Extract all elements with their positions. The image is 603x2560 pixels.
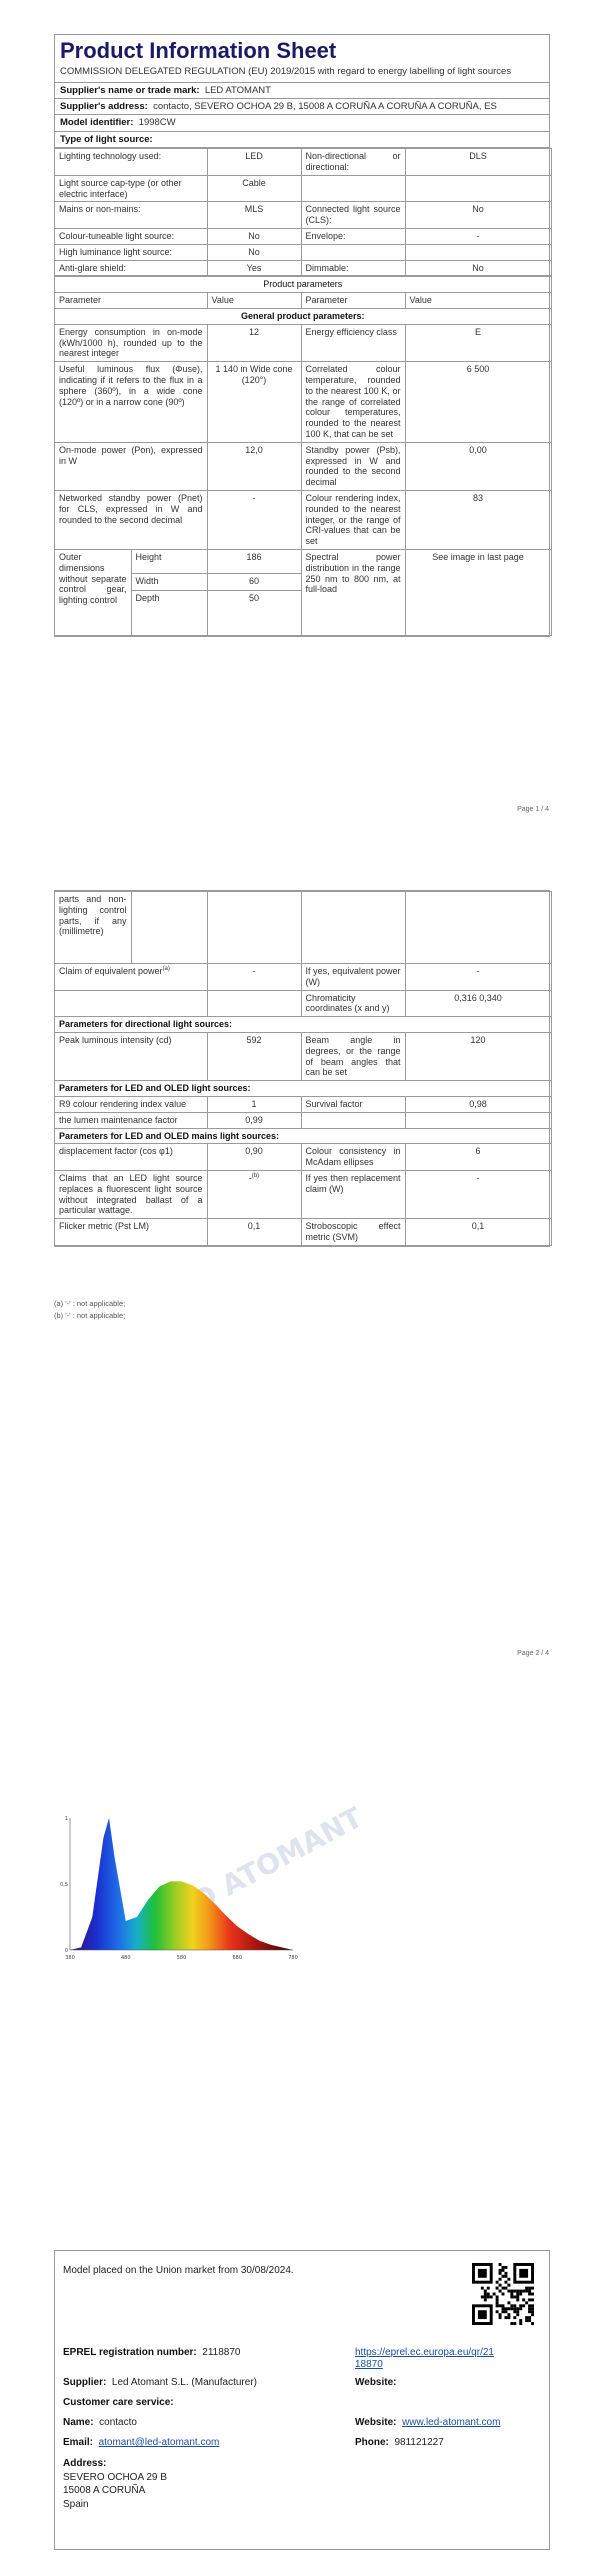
- params-table-continued: [55, 891, 552, 1246]
- col-parameter-2: Parameter: [301, 293, 405, 309]
- model-row: [55, 115, 549, 131]
- x-tick-label: 380: [65, 1955, 75, 1961]
- claims-label: Claims that an LED light source replaces a fluorescent light source without integrated ballast of a particular wattage.: [55, 1170, 207, 1218]
- equiv-power-value: -: [207, 964, 301, 991]
- beam-label: Beam angle in degrees, or the range of beam angles that can be set: [301, 1032, 405, 1080]
- contact-phone: Phone: 981121227: [355, 2437, 444, 2448]
- depth-value: 50: [207, 590, 301, 635]
- replacement-label: If yes then replacement claim (W): [301, 1170, 405, 1218]
- type-param-value: No: [207, 229, 301, 245]
- type-param-value: MLS: [207, 202, 301, 229]
- general-param-label: Energy consumption in on-mode (kWh/1000 h), rounded up to the nearest integer: [55, 324, 207, 361]
- width-label: Width: [131, 573, 207, 590]
- led-title: Parameters for LED and OLED light sources:: [55, 1081, 551, 1097]
- general-param-value-2: 6 500: [405, 362, 551, 443]
- general-table-row: [55, 362, 551, 443]
- general-table-row: [55, 442, 551, 490]
- model-label: Model identifier:: [60, 117, 134, 129]
- lumen-value: 0,99: [207, 1112, 301, 1128]
- footnote-a: (a) '-' : not applicable;: [54, 1299, 126, 1308]
- dimensions-label-continued: parts and non-lighting control parts, if any (millimetre): [55, 892, 131, 964]
- mains-title: Parameters for LED and OLED mains light sources:: [55, 1128, 551, 1144]
- height-label: Height: [131, 549, 207, 573]
- col-parameter: Parameter: [55, 293, 207, 309]
- type-table: [55, 148, 552, 276]
- x-tick-label: 780: [288, 1955, 298, 1961]
- type-param-label: Mains or non-mains:: [55, 202, 207, 229]
- page-title: Product Information Sheet: [60, 38, 337, 63]
- type-param-value-2: No: [405, 260, 551, 276]
- disp-value: 0,90: [207, 1144, 301, 1171]
- beam-value: 120: [405, 1032, 551, 1080]
- claims-value: -$^{(b)}$: [207, 1170, 301, 1218]
- product-params-title: Product parameters: [55, 277, 551, 293]
- general-param-label-2: Correlated colour temperature, rounded to the nearest 100 K, or the range of correlated colour temperatures, rounded to the nearest 100 K, that can be set: [301, 362, 405, 443]
- supplier-name-label: Supplier's name or trade mark:: [60, 84, 200, 96]
- type-param-label-2: [301, 175, 405, 202]
- eprel-reg: EPREL registration number: 2118870: [63, 2347, 241, 2358]
- footnotes: [54, 1298, 125, 1322]
- supplier-address-value: contacto, SEVERO OCHOA 29 B, 15008 A CORUÑA A CORUÑA A CORUÑA, ES: [153, 101, 497, 113]
- eprel-info-box: [54, 2250, 550, 2550]
- customer-care-label: Customer care service:: [63, 2397, 174, 2408]
- page-subtitle: COMMISSION DELEGATED REGULATION (EU) 2019/2015 with regard to energy labelling of light sources: [55, 63, 549, 82]
- contact-website[interactable]: Website: www.led-atomant.com: [355, 2417, 501, 2428]
- equiv-power-label: Claim of equivalent power$^{(a)}$: [55, 964, 207, 991]
- type-param-value-2: [405, 244, 551, 260]
- spectrum-chart: [58, 1800, 368, 1970]
- general-param-label-2: Colour rendering index, rounded to the nearest integer, or the range of CRI-values that can be set: [301, 490, 405, 549]
- supplier-address-row: [55, 99, 549, 115]
- params-table: [55, 276, 552, 636]
- general-table-row: [55, 490, 551, 549]
- x-tick-label: 480: [120, 1955, 131, 1961]
- y-tick-label: 0,5: [60, 1882, 68, 1888]
- general-param-label: Networked standby power (Pnet) for CLS, expressed in W and rounded to the second decimal: [55, 490, 207, 549]
- model-value: 1998CW: [138, 117, 176, 129]
- info-sheet: [54, 34, 550, 637]
- type-param-label: Anti-glare shield:: [55, 260, 207, 276]
- type-table-row: [55, 229, 551, 245]
- disp-label: displacement factor (cos φ1): [55, 1144, 207, 1171]
- contact-name: Name: contacto: [63, 2417, 137, 2428]
- watermark-text: LED ATOMANT: [154, 1800, 368, 1936]
- type-table-row: [55, 260, 551, 276]
- footnote-b: (b) '-' : not applicable;: [54, 1311, 126, 1320]
- general-params-title: General product parameters:: [55, 309, 551, 325]
- type-table-row: [55, 244, 551, 260]
- general-param-value: 12: [207, 324, 301, 361]
- page-3: [0, 1730, 603, 2560]
- height-value: 186: [207, 549, 301, 573]
- peak-label: Peak luminous intensity (cd): [55, 1032, 207, 1080]
- survival-value: 0,98: [405, 1096, 551, 1112]
- directional-title: Parameters for directional light sources:: [55, 1017, 551, 1033]
- type-param-value: LED: [207, 149, 301, 176]
- type-param-value: Cable: [207, 175, 301, 202]
- type-param-label: Lighting technology used:: [55, 149, 207, 176]
- contact-email[interactable]: Email: atomant@led-atomant.com: [63, 2437, 220, 2448]
- flicker-label: Flicker metric (Pst LM): [55, 1219, 207, 1246]
- type-param-label-2: Non-directional or directional:: [301, 149, 405, 176]
- consistency-value: 6: [405, 1144, 551, 1171]
- peak-value: 592: [207, 1032, 301, 1080]
- general-param-value: 12,0: [207, 442, 301, 490]
- consistency-label: Colour consistency in McAdam ellipses: [301, 1144, 405, 1171]
- general-param-value: 1 140 in Wide cone (120°): [207, 362, 301, 443]
- type-param-label-2: Envelope:: [301, 229, 405, 245]
- type-param-label-2: [301, 244, 405, 260]
- type-param-value-2: -: [405, 229, 551, 245]
- type-param-label-2: Connected light source (CLS):: [301, 202, 405, 229]
- type-param-value: Yes: [207, 260, 301, 276]
- type-param-value-2: No: [405, 202, 551, 229]
- dimensions-label: Outer dimensions without separate control gear, lighting control: [55, 549, 131, 635]
- contact-address: Address: SEVERO OCHOA 29 B 15008 A CORUÑA Spain: [63, 2458, 167, 2510]
- strobo-label: Stroboscopic effect metric (SVM): [301, 1219, 405, 1246]
- supplier-address-label: Supplier's address:: [60, 101, 148, 113]
- x-tick-label: 680: [232, 1955, 243, 1961]
- type-param-value-2: [405, 175, 551, 202]
- type-label: Type of light source:: [60, 133, 153, 145]
- supplier-name-value: LED ATOMANT: [204, 84, 271, 96]
- info-sheet-continued: [54, 890, 550, 1247]
- type-param-label: High luminance light source:: [55, 244, 207, 260]
- general-param-value-2: 83: [405, 490, 551, 549]
- chroma-label: Chromaticity coordinates (x and y): [301, 990, 405, 1017]
- website-line: Website:: [355, 2377, 397, 2388]
- general-param-value: -: [207, 490, 301, 549]
- width-value: 60: [207, 573, 301, 590]
- market-date: Model placed on the Union market from 30/08/2024.: [63, 2265, 294, 2276]
- col-value: Value: [207, 293, 301, 309]
- general-param-label: Useful luminous flux (Φuse), indicating if it refers to the flux in a sphere (360º), in a wide cone (120º) or in a narrow cone (90º): [55, 362, 207, 443]
- equiv-yes-label: If yes, equivalent power (W): [301, 964, 405, 991]
- type-param-label: Light source cap-type (or other electric interface): [55, 175, 207, 202]
- general-table-row: [55, 324, 551, 361]
- spd-value: See image in last page: [405, 549, 551, 635]
- strobo-value: 0,1: [405, 1219, 551, 1246]
- page-1: [0, 0, 603, 820]
- general-param-label-2: Energy efficiency class: [301, 324, 405, 361]
- general-param-value-2: 0,00: [405, 442, 551, 490]
- page-number: Page 1 / 4: [517, 806, 549, 813]
- col-value-2: Value: [405, 293, 551, 309]
- depth-label: Depth: [131, 590, 207, 635]
- eprel-link[interactable]: https://eprel.ec.europa.eu/qr/21 18870: [355, 2347, 494, 2370]
- x-tick-label: 580: [176, 1955, 187, 1961]
- r9-label: R9 colour rendering index value: [55, 1096, 207, 1112]
- survival-label: Survival factor: [301, 1096, 405, 1112]
- general-param-label: On-mode power (Pon), expressed in W: [55, 442, 207, 490]
- page-number-2: Page 2 / 4: [517, 1650, 549, 1657]
- replacement-value: -: [405, 1170, 551, 1218]
- y-tick-label: 0: [64, 1948, 68, 1954]
- chroma-value: 0,316 0,340: [405, 990, 551, 1017]
- equiv-yes-value: -: [405, 964, 551, 991]
- supplier-line: Supplier: Led Atomant S.L. (Manufacturer): [63, 2377, 257, 2388]
- lumen-label: the lumen maintenance factor: [55, 1112, 207, 1128]
- flicker-value: 0,1: [207, 1219, 301, 1246]
- type-param-value: No: [207, 244, 301, 260]
- spd-label: Spectral power distribution in the range 250 nm to 800 nm, at full-load: [301, 549, 405, 635]
- type-row: [55, 132, 549, 148]
- qr-code-icon: [472, 2263, 534, 2325]
- supplier-name-row: [55, 83, 549, 99]
- type-param-label: Colour-tuneable light source:: [55, 229, 207, 245]
- page-2: [0, 880, 603, 1680]
- type-param-label-2: Dimmable:: [301, 260, 405, 276]
- type-param-value-2: DLS: [405, 149, 551, 176]
- type-table-row: [55, 175, 551, 202]
- y-tick-label: 1: [64, 1816, 68, 1822]
- r9-value: 1: [207, 1096, 301, 1112]
- general-param-label-2: Standby power (Psb), expressed in W and rounded to the second decimal: [301, 442, 405, 490]
- type-table-row: [55, 149, 551, 176]
- type-table-row: [55, 202, 551, 229]
- general-param-value-2: E: [405, 324, 551, 361]
